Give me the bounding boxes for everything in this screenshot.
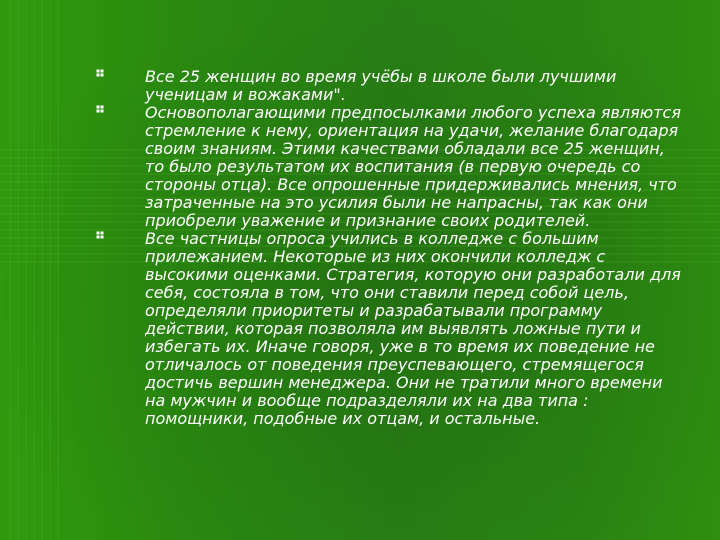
bullet-item [96,230,686,428]
bullet-item [96,68,686,104]
square-bullet-icon [96,69,104,77]
bullet-text: Все частницы опроса учились в колледже с большим прилежанием. Некоторые из них окончили колледж с высокими оценками. Стратегия, которую они разработали для себя, состояла в том, что они ставили перед собой цель, определяли приоритеты и разрабатывали программу действии, которая позволяла им выявлять ложные пути и избегать их. Иначе говоря, уже в то время их поведение не отличалось от поведения преуспевающего, стремящегося достичь вершин менеджера. Они не тратили много времени на мужчин и вообще подразделяли их на два типа : помощники, подобные их отцам, и остальные. [145,229,681,428]
bullet-text: Все 25 женщин во время учёбы в школе были лучшими ученицам и вожаками". [145,67,617,104]
square-bullet-icon [96,231,104,239]
square-bullet-icon [96,105,104,113]
bullet-text: Основополагающими предпосылками любого успеха являются стремление к нему, ориентация на удачи, желание благодаря своим знаниям. Этими качествами обладали все 25 женщин, то было результатом их воспитания (в первую очередь со стороны отца). Все опрошенные придерживались мнения, что затраченные на это усилия были не напрасны, так как они приобрели уважение и признание своих родителей. [145,103,681,230]
bullet-item [96,104,686,230]
bullet-list [96,68,686,428]
